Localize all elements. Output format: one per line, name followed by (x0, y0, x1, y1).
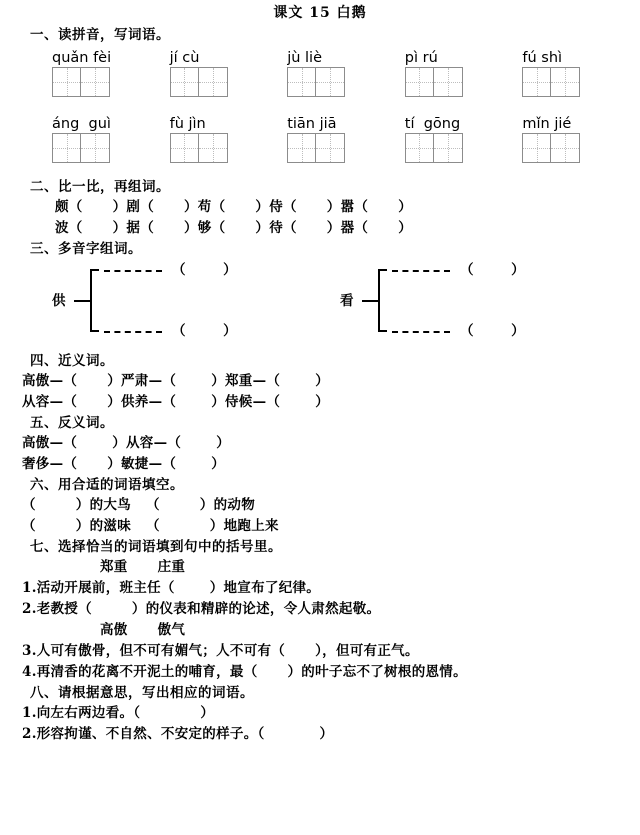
answer-blank-line[interactable] (392, 331, 450, 333)
fill-blank-line[interactable]: （ ）的大鸟 （ ）的动物 (22, 497, 255, 513)
section-heading-8: 八、请根据意思，写出相应的词语。 (30, 685, 254, 701)
pinyin-label: fú shì (522, 50, 563, 66)
compare-words-line[interactable]: 颇（ ）剧（ ）苟（ ）侍（ ）嚣（ ） (55, 199, 412, 215)
section-heading-3: 三、多音字组词。 (30, 241, 142, 257)
tianzige-box[interactable] (287, 133, 345, 163)
word-choice-question-4[interactable]: 4.再清香的花离不开泥土的哺育，最（ ）的叶子忘不了树根的恩情。 (22, 664, 467, 680)
worksheet-page (0, 4, 640, 835)
pinyin-label: quǎn fèi (52, 50, 112, 66)
pinyin-label: jí cù (169, 50, 200, 66)
pinyin-label: áng guì (52, 116, 111, 132)
tianzige-box[interactable] (405, 133, 463, 163)
tianzige-box[interactable] (522, 67, 580, 97)
polyphonic-character: 供 (52, 293, 66, 309)
pinyin-label: pì rú (404, 50, 438, 66)
tianzige-half (406, 134, 434, 162)
tianzige-half (199, 134, 227, 162)
tianzige-box[interactable] (522, 133, 580, 163)
pinyin-label: fù jìn (169, 116, 206, 132)
bracket-shape (378, 269, 387, 332)
pinyin-row-2 (0, 111, 640, 133)
antonym-line[interactable]: 奢侈—（ ）敏捷—（ ） (22, 456, 225, 472)
tianzige-half (316, 68, 344, 96)
bracket-stem (74, 300, 90, 302)
tianzige-half (434, 68, 462, 96)
tianzige-half (81, 68, 109, 96)
polyphonic-area (0, 259, 640, 351)
definition-question[interactable]: 1.向左右两边看。（ ） (22, 705, 215, 721)
word-bank-1: 郑重 庄重 (100, 559, 186, 575)
pinyin-label: tiān jiā (287, 116, 337, 132)
writing-grid-row-1 (0, 67, 640, 111)
definition-question[interactable]: 2.形容拘谨、不自然、不安定的样子。（ ） (22, 726, 334, 742)
tianzige-half (171, 68, 199, 96)
tianzige-half (171, 134, 199, 162)
answer-parentheses[interactable]: （ ） (460, 262, 525, 278)
synonym-line[interactable]: 从容—（ ）供养—（ ）侍候—（ ） (22, 394, 329, 410)
tianzige-half (53, 68, 81, 96)
section-heading-7: 七、选择恰当的词语填到句中的括号里。 (30, 539, 282, 555)
pinyin-label: tí gōng (404, 116, 461, 132)
tianzige-half (551, 68, 579, 96)
answer-parentheses[interactable]: （ ） (172, 262, 237, 278)
tianzige-box[interactable] (287, 67, 345, 97)
antonym-line[interactable]: 高傲—（ ）从容—（ ） (22, 435, 230, 451)
answer-parentheses[interactable]: （ ） (172, 323, 237, 339)
writing-grid-cell[interactable] (287, 67, 405, 97)
answer-blank-line[interactable] (104, 331, 162, 333)
bracket-stem (362, 300, 378, 302)
writing-grid-cell[interactable] (522, 133, 640, 163)
tianzige-half (316, 134, 344, 162)
writing-grid-cell[interactable] (170, 133, 288, 163)
tianzige-box[interactable] (52, 67, 110, 97)
writing-grid-cell[interactable] (405, 133, 523, 163)
tianzige-half (288, 68, 316, 96)
tianzige-box[interactable] (52, 133, 110, 163)
tianzige-half (551, 134, 579, 162)
answer-blank-line[interactable] (392, 270, 450, 272)
section-heading-4: 四、近义词。 (30, 353, 114, 369)
tianzige-half (199, 68, 227, 96)
writing-grid-cell[interactable] (52, 133, 170, 163)
word-choice-question-1[interactable]: 1.活动开展前，班主任（ ）地宣布了纪律。 (22, 580, 321, 596)
word-choice-question-3[interactable]: 3.人可有傲骨，但不可有媚气；人不可有（ ），但可有正气。 (22, 643, 419, 659)
section-heading-6: 六、用合适的词语填空。 (30, 477, 184, 493)
fill-blank-line[interactable]: （ ）的滋味 （ ）地跑上来 (22, 518, 279, 534)
polyphonic-character: 看 (340, 293, 354, 309)
tianzige-half (406, 68, 434, 96)
writing-grid-cell[interactable] (52, 67, 170, 97)
writing-grid-cell[interactable] (522, 67, 640, 97)
tianzige-half (523, 68, 551, 96)
pinyin-label: mǐn jié (522, 116, 572, 132)
writing-grid-cell[interactable] (287, 133, 405, 163)
tianzige-half (434, 134, 462, 162)
section-heading-5: 五、反义词。 (30, 415, 114, 431)
polyphonic-group-kan (340, 259, 640, 351)
answer-blank-line[interactable] (104, 270, 162, 272)
tianzige-box[interactable] (170, 67, 228, 97)
tianzige-half (81, 134, 109, 162)
tianzige-box[interactable] (170, 133, 228, 163)
pinyin-label: jù liè (287, 50, 322, 66)
word-choice-question-2[interactable]: 2.老教授（ ）的仪表和精辟的论述，令人肃然起敬。 (22, 601, 381, 617)
compare-words-line[interactable]: 波（ ）据（ ）够（ ）待（ ）器（ ） (55, 220, 412, 236)
tianzige-half (523, 134, 551, 162)
bracket-shape (90, 269, 99, 332)
writing-grid-row-2 (0, 133, 640, 177)
pinyin-row-1 (0, 45, 640, 67)
tianzige-box[interactable] (405, 67, 463, 97)
synonym-line[interactable]: 高傲—（ ）严肃—（ ）郑重—（ ） (22, 373, 329, 389)
word-bank-2: 高傲 傲气 (100, 622, 186, 638)
tianzige-half (53, 134, 81, 162)
polyphonic-group-gong (52, 259, 352, 351)
section-heading-2: 二、比一比，再组词。 (30, 179, 170, 195)
answer-parentheses[interactable]: （ ） (460, 323, 525, 339)
tianzige-half (288, 134, 316, 162)
writing-grid-cell[interactable] (405, 67, 523, 97)
section-heading-1: 一、读拼音，写词语。 (30, 27, 170, 43)
writing-grid-cell[interactable] (170, 67, 288, 97)
page-title: 课文 15 白鹅 (273, 5, 367, 21)
